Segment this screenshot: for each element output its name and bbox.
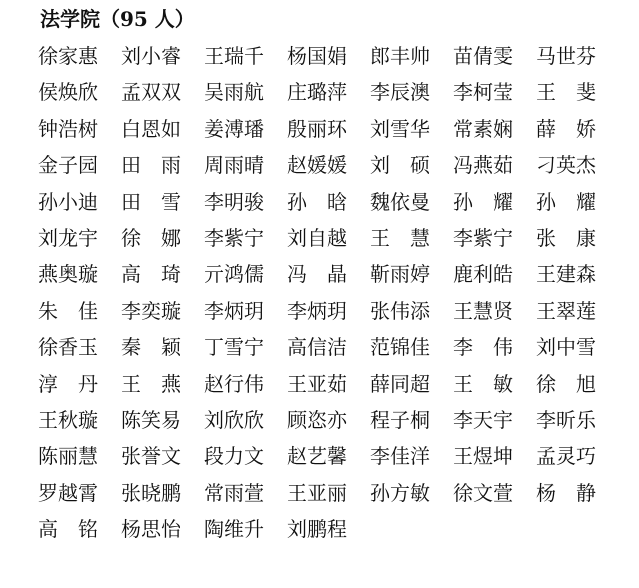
name-entry: 孙 晗 [287,189,347,214]
name-entry: 刘龙宇 [38,225,98,250]
name-entry: 薛 娇 [536,116,596,141]
name-entry: 刘鹏程 [287,517,347,542]
name-entry: 王煜坤 [453,444,513,469]
name-list [38,38,620,547]
name-entry: 杨 静 [536,480,596,505]
name-entry: 李炳玥 [287,298,347,323]
name-entry: 侯焕欣 [38,80,98,105]
name-entry: 刘自越 [287,225,347,250]
name-entry: 王建森 [536,262,596,287]
name-entry: 白恩如 [121,116,181,141]
name-entry: 李辰澳 [370,80,430,105]
name-entry: 王 慧 [370,225,430,250]
name-entry: 冯燕茹 [453,153,513,178]
name-entry: 孟灵巧 [536,444,596,469]
name-entry: 陶维升 [204,517,264,542]
name-entry: 徐家惠 [38,44,98,68]
name-entry: 赵艺馨 [287,444,347,469]
name-entry: 刘 硕 [370,153,430,178]
name-entry: 王翠莲 [536,298,596,323]
name-entry: 马世芬 [536,44,596,68]
name-entry: 田 雨 [121,153,181,178]
name-entry: 孙方敏 [370,480,430,505]
name-entry: 李 伟 [453,335,513,360]
name-entry: 李明骏 [204,189,264,214]
name-entry: 程子桐 [370,407,430,432]
name-entry: 殷丽环 [287,116,347,141]
name-entry: 李天宇 [453,407,513,432]
name-entry: 孙 耀 [536,189,596,214]
name-entry: 王 敏 [453,371,513,396]
name-entry: 田 雪 [121,189,181,214]
name-entry: 秦 颖 [121,335,181,360]
name-entry: 刘欣欣 [204,407,264,432]
name-entry: 赵行伟 [204,371,264,396]
name-entry: 魏依曼 [370,189,430,214]
name-entry: 王 燕 [121,371,181,396]
name-entry: 刘雪华 [370,116,430,141]
name-entry: 陈丽慧 [38,444,98,469]
name-entry: 燕奥璇 [38,262,98,287]
name-entry: 杨思怡 [121,517,181,542]
name-entry: 王慧贤 [453,298,513,323]
name-entry: 李佳洋 [370,444,430,469]
name-entry: 张晓鹏 [121,480,181,505]
name-entry: 徐 旭 [536,371,596,396]
name-entry: 李柯莹 [453,80,513,105]
name-entry: 高信洁 [287,335,347,360]
name-entry: 范锦佳 [370,335,430,360]
name-entry: 李炳玥 [204,298,264,323]
name-entry: 钟浩树 [38,116,98,141]
name-entry: 刘小睿 [121,44,181,68]
name-entry: 王亚丽 [287,480,347,505]
name-entry: 高 铭 [38,517,98,542]
name-entry: 张誉文 [121,444,181,469]
name-entry: 淳 丹 [38,371,98,396]
name-entry: 冯 晶 [287,262,347,287]
name-entry: 王秋璇 [38,407,98,432]
name-entry: 孙小迪 [38,189,98,214]
name-entry: 王 斐 [536,80,596,105]
name-entry: 李昕乐 [536,407,596,432]
name-entry: 金子园 [38,153,98,178]
name-entry: 孟双双 [121,80,181,105]
name-entry: 丁雪宁 [204,335,264,360]
name-entry: 李紫宁 [453,225,513,250]
name-entry: 刘中雪 [536,335,596,360]
name-entry: 李奕璇 [121,298,181,323]
name-entry: 常素娴 [453,116,513,141]
name-entry: 孙 耀 [453,189,513,214]
name-entry: 顾恣亦 [287,407,347,432]
name-entry: 庄璐萍 [287,80,347,105]
name-entry: 徐 娜 [121,225,181,250]
name-entry: 张伟添 [370,298,430,323]
name-entry: 周雨晴 [204,153,264,178]
name-entry: 李紫宁 [204,225,264,250]
name-entry: 王瑞千 [204,44,264,68]
name-entry: 薛同超 [370,371,430,396]
name-entry: 亓鸿儒 [204,262,264,287]
name-entry: 朱 佳 [38,298,98,323]
name-entry: 徐香玉 [38,335,98,360]
name-entry: 常雨萱 [204,480,264,505]
name-entry: 王亚茹 [287,371,347,396]
section-heading: 法学院（95 人） [40,7,195,31]
name-entry: 高 琦 [121,262,181,287]
name-entry: 鹿利皓 [453,262,513,287]
name-entry: 杨国娟 [287,44,347,68]
name-entry: 刁英杰 [536,153,596,178]
name-entry: 张 康 [536,225,596,250]
name-entry: 郎丰帅 [370,44,430,68]
name-entry: 徐文萱 [453,480,513,505]
name-entry: 苗倩雯 [453,44,513,68]
name-entry: 赵媛媛 [287,153,347,178]
name-entry: 罗越霄 [38,480,98,505]
name-entry: 段力文 [204,444,264,469]
name-entry: 陈笑易 [121,407,181,432]
name-entry: 靳雨婷 [370,262,430,287]
name-entry: 姜溥璠 [204,116,264,141]
name-entry: 吴雨航 [204,80,264,105]
